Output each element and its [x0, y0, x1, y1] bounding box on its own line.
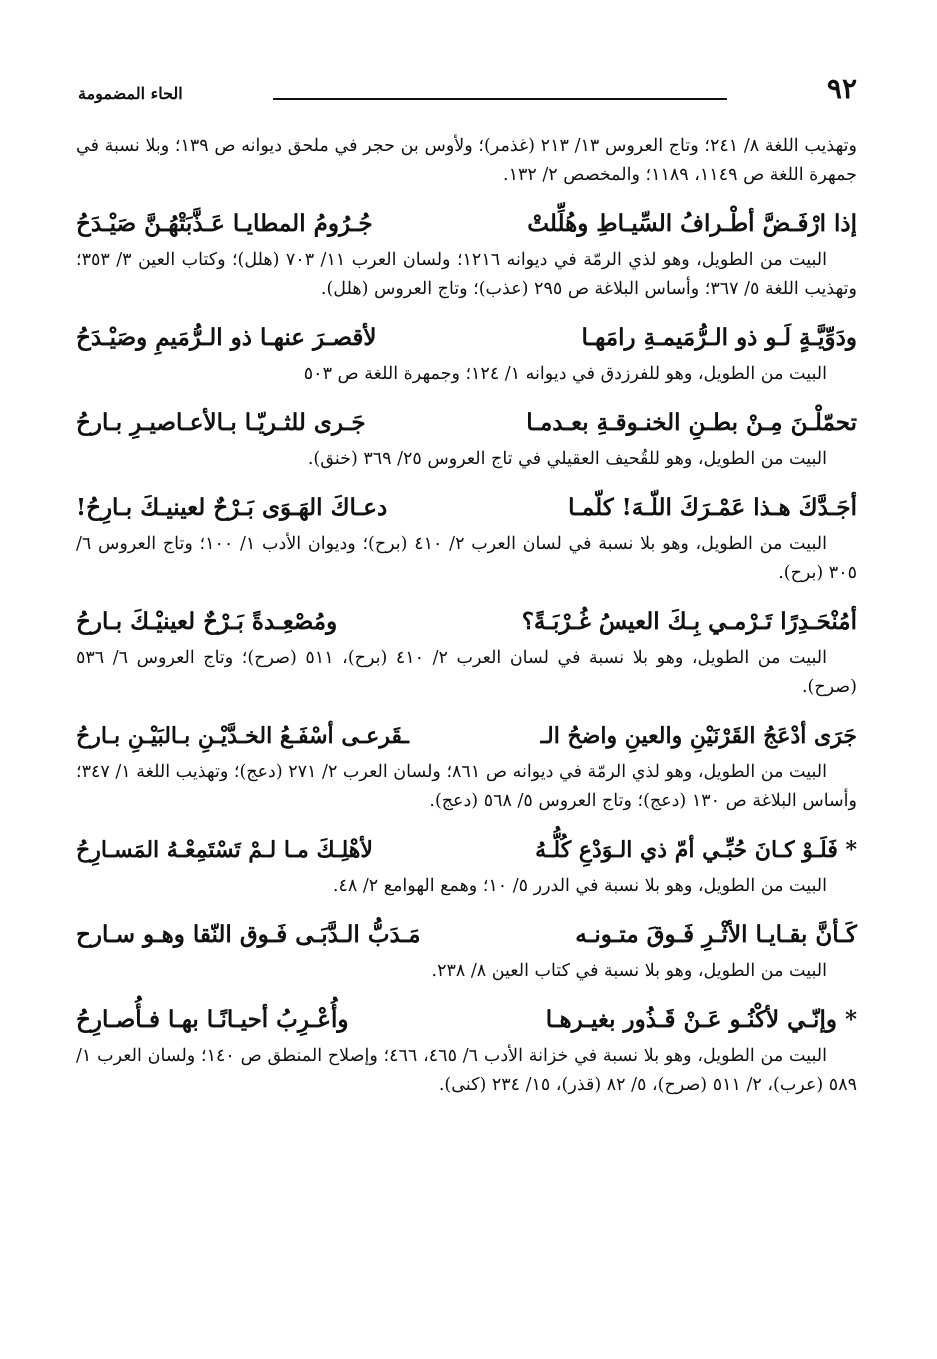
- verse-note: البيت من الطويل، وهو بلا نسبة في الدرر ٥/ ١٠؛ وهمع الهوامع ٢/ ٤٨.: [332, 876, 827, 896]
- verse-second-hemistich: وأُعْـرِبُ أحيـانًـا بهـا فـأُصـارِحُ: [76, 1006, 349, 1033]
- verse-second-hemistich: جَـرى للثـريّـا بـالأعـاصيـرِ بـارحُ: [76, 409, 366, 436]
- verse-second-hemistich: لأقصـرَ عنهـا ذو الـرُّمَيمِ وصَيْـدَحُ: [76, 324, 377, 351]
- verse-note: البيت من الطويل، وهو بلا نسبة في لسان العرب ٢/ ٤١٠ (برح)؛ وديوان الأدب ١/ ١٠٠؛ وتاج العروس ٦/ ٣٠٥ (برح).: [76, 534, 857, 583]
- verse-second-hemistich: جُـرُومُ المطايـا عَـذَّبَتْهُـنَّ صَيْـدَحُ: [76, 210, 373, 237]
- entry-8: [76, 915, 857, 986]
- page-content: [76, 132, 857, 1102]
- entry-7: [76, 830, 857, 901]
- entry-2: [76, 318, 857, 389]
- verse-line: [76, 403, 857, 443]
- page-number: ٩٢: [826, 72, 857, 105]
- verse-line: [76, 318, 857, 358]
- verse-line: [76, 488, 857, 528]
- entry-3: [76, 403, 857, 474]
- verse-first-hemistich: ودَوِّيَّـةٍ لَـو ذو الـرُّمَيمـةِ رامَهـا: [581, 324, 857, 351]
- verse-note: البيت من الطويل، وهو للقُحيف العقيلي في تاج العروس ٢٥/ ٣٦٩ (خنق).: [307, 449, 827, 469]
- verse-line: [76, 915, 857, 955]
- verse-note: البيت من الطويل، وهو بلا نسبة في خزانة الأدب ٦/ ٤٦٥، ٤٦٦؛ وإصلاح المنطق ص ١٤٠؛ ولسان العرب ١/ ٥٨٩ (عرب)، ٢/ ٥١١ (صرح)، ٥/ ٨٢ (قذر)، ١٥/ ٢٣٤ (كنى).: [76, 1046, 857, 1095]
- verse-second-hemistich: ومُصْعِـدةً بَـرْحٌ لعينيْـكَ بـارحُ: [76, 608, 338, 635]
- verse-line: [76, 830, 857, 870]
- verse-second-hemistich: ـقَرعـى أسْفَـعُ الخـدَّيْـنِ بـالبَيْـنِ بـارحُ: [76, 723, 409, 749]
- verse-first-hemistich: أجَـدَّكَ هـذا عَمْـرَكَ اللّـهَ! كلّمـا: [568, 494, 857, 521]
- verse-first-hemistich: * فَلَـوْ كـانَ حُبِّـي أمّ ذي الـوَدْعِ كُلُّـهُ: [535, 837, 857, 863]
- entry-4: [76, 488, 857, 588]
- verse-second-hemistich: لأهْلِـكَ مـا لـمْ تَسْتَمِعْـهُ المَسـارِحُ: [76, 837, 373, 863]
- verse-first-hemistich: * وإنّـي لأكْنُـو عَـنْ قَـذُور بغيـرهـا: [545, 1006, 857, 1033]
- verse-note: البيت من الطويل، وهو بلا نسبة في كتاب العين ٨/ ٢٣٨.: [431, 961, 827, 981]
- verse-note: البيت من الطويل، وهو بلا نسبة في لسان العرب ٢/ ٤١٠ (برح)، ٥١١ (صرح)؛ وتاج العروس ٦/ ٥٣٦ (صرح).: [76, 648, 857, 697]
- verse-first-hemistich: أمُنْحَـدِرًا تَـرْمـي بِـكَ العيسُ غُـرْبَـةً؟: [521, 608, 857, 635]
- verse-first-hemistich: كَـأنَّ بقـايـا الأثْـرِ فَـوقَ متـونـه: [575, 921, 857, 948]
- section-title: الحاء المضمومة: [78, 84, 183, 103]
- entry-1: [76, 204, 857, 304]
- header-rule: [273, 98, 727, 100]
- verse-second-hemistich: مَـدَبُّ الـدَّبَـى فَـوق النّقا وهـو سـارح: [76, 921, 421, 948]
- verse-first-hemistich: جَرَى أدْعَجُ القَرْنَيْنِ والعينِ واضحُ الـ: [540, 723, 857, 749]
- page-header: [78, 74, 857, 108]
- verse-note: البيت من الطويل، وهو لذي الرمّة في ديوانه ١٢١٦؛ ولسان العرب ١١/ ٧٠٣ (هلل)؛ وكتاب العين ٣/ ٣٥٣؛ وتهذيب اللغة ٥/ ٣٦٧؛ وأساس البلاغة ص ٢٩٥ (عذب)؛ وتاج العروس (هلل).: [76, 250, 857, 299]
- verse-line: [76, 716, 857, 756]
- entry-5: [76, 602, 857, 702]
- entry-6: [76, 716, 857, 816]
- verse-line: [76, 204, 857, 244]
- entry-9: [76, 1000, 857, 1100]
- verse-line: [76, 602, 857, 642]
- verse-first-hemistich: تحمّلْـنَ مِـنْ بطـنِ الخنـوقـةِ بعـدمـا: [526, 409, 857, 436]
- verse-first-hemistich: إذا ارْفَـضَّ أطْـرافُ السِّيـاطِ وهُلِّلتْ: [527, 210, 857, 237]
- verse-line: [76, 1000, 857, 1040]
- intro-note: وتهذيب اللغة ٨/ ٢٤١؛ وتاج العروس ١٣/ ٢١٣ (غذمر)؛ ولأوس بن حجر في ملحق ديوانه ص ١٣٩؛ وبلا نسبة في جمهرة اللغة ص ١١٤٩، ١١٨٩؛ والمخصص ٢/ ١٣٢.: [76, 136, 857, 185]
- verse-second-hemistich: دعـاكَ الهَـوَى بَـرْحٌ لعينيـكَ بـارِحُ!: [76, 494, 388, 521]
- verse-note: البيت من الطويل، وهو للفرزدق في ديوانه ١/ ١٢٤؛ وجمهرة اللغة ص ٥٠٣: [303, 364, 827, 384]
- verse-note: البيت من الطويل، وهو لذي الرمّة في ديوانه ص ٨٦١؛ ولسان العرب ٢/ ٢٧١ (دعج)؛ وتهذيب اللغة ١/ ٣٤٧؛ وأساس البلاغة ص ١٣٠ (دعج)؛ وتاج العروس ٥/ ٥٦٨ (دعج).: [76, 762, 857, 811]
